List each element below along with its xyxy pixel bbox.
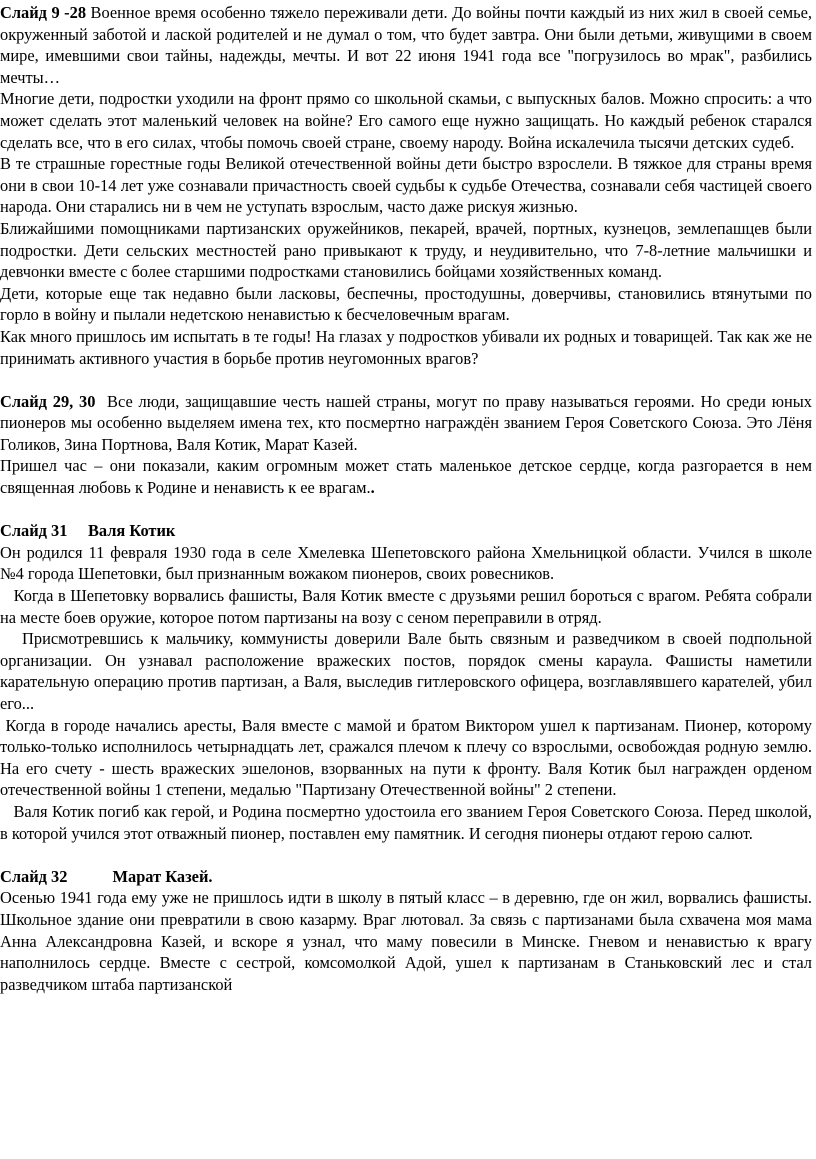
- document-page: [0, 2, 816, 995]
- slide-heading-9-28: Слайд 9 -28: [0, 3, 87, 22]
- slide-heading-29-30: Слайд 29, 30: [0, 391, 96, 411]
- spacer: [0, 499, 812, 521]
- paragraph: Многие дети, подростки уходили на фронт прямо со школьной скамьи, с выпускных балов. Можно спросить: а что может сделать этот маленький человек на войне? Его самого еще нужно защищать. Но каждый ребенок старался сделать все, что в его силах, чтобы помочь своей стране, своему народу. Война искалечила тысячи детских судеб.: [0, 89, 812, 152]
- paragraph: Присмотревшись к мальчику, коммунисты доверили Вале быть связным и разведчиком в своей подпольной организации. Он узнавал расположение вражеских постов, порядок смены караула. Фашисты наметили карательную операцию против партизан, а Валя, выследив гитлеровского офицера, возглавлявшего карателей, убил его...: [0, 629, 816, 713]
- paragraph-text: Военное время особенно тяжело переживали дети. До войны почти каждый из них жил в своей семье, окруженный заботой и лаской родителей и не думал о том, что будет завтра. Они были детьми, живущими в своем мире, имевшими свои тайны, надежды, мечты. И вот 22 июня 1941 года все "погрузилось во мрак", разбились мечты…: [0, 3, 812, 87]
- paragraph-heroes: [0, 391, 812, 456]
- spacer: [0, 844, 812, 866]
- paragraph: Осенью 1941 года ему уже не пришлось идти в школу в пятый класс – в деревню, где он жил, ворвались фашисты. Школьное здание они превратили в свою казарму. Враг лютовал. За связь с партизанами была схвачена моя мама Анна Александровна Казей, и вскоре я узнал, что маму повесили в Минске. Гневом и ненавистью к врагу наполнилось сердце. Вместе с сестрой, комсомолкой Адой, ушел к партизанам в Станьковский лес и стал разведчиком штаба партизанской: [0, 888, 812, 994]
- paragraph: Он родился 11 февраля 1930 года в селе Хмелевка Шепетовского района Хмельницкой области. Учился в школе №4 города Шепетовки, был признанным вожаком пионеров, своих ровесников.: [0, 542, 812, 584]
- paragraph: Как много пришлось им испытать в те годы! На глазах у подростков убивали их родных и товарищей. Так как же не принимать активного участия в борьбе против неугомонных врагов?: [0, 326, 812, 368]
- paragraph: Валя Котик погиб как герой, и Родина посмертно удостоила его званием Героя Советского Союза. Перед школой, в которой учился этот отважный пионер, поставлен ему памятник. И сегодня пионеры отдают герою салют.: [0, 801, 816, 843]
- paragraph-text: Пришел час – они показали, каким огромным может стать маленькое детское сердце, когда разгорается в нем священная любовь к Родине и ненависть к ее врагам.: [0, 456, 812, 498]
- slide-heading-31: Слайд 31 Валя Котик: [0, 521, 176, 541]
- spacer: [0, 369, 812, 391]
- paragraph-intro: [0, 2, 812, 88]
- paragraph-text: Все люди, защищавшие честь нашей страны, могут по праву называться героями. Но среди юных пионеров мы особенно выделяем имена тех, кто посмертно награждён званием Героя Советского Союза. Это Лёня Голиков, Зина Портнова, Валя Котик, Марат Казей.: [0, 391, 812, 454]
- paragraph: Дети, которые еще так недавно были ласковы, беспечны, простодушны, доверчивы, становились втянутыми по горло в войну и пылали недетскою ненавистью к бесчеловечным врагам.: [0, 283, 812, 325]
- paragraph: В те страшные горестные годы Великой отечественной войны дети быстро взрослели. В тяжкое для страны время они в свои 10-14 лет уже сознавали причастность своей судьбы к судьбе Отечества, сознавали себя частицей своего народа. Они старались ни в чем не уступать взрослым, часто даже рискуя жизнью.: [0, 154, 812, 217]
- paragraph: [0, 455, 812, 498]
- slide-heading-32: Слайд 32 Марат Казей.: [0, 866, 213, 886]
- paragraph: Когда в городе начались аресты, Валя вместе с мамой и братом Виктором ушел к партизанам. Пионер, которому только-только исполнилось четырнадцать лет, сражался плечом к плечу со взрослыми, освобождая родную землю. На его счету - шесть вражеских эшелонов, взорванных на пути к фронту. Валя Котик был награжден орденом отечественной войны 1 степени, медалью "Партизану Отечественной войны" 2 степени.: [0, 715, 816, 800]
- paragraph: Когда в Шепетовку ворвались фашисты, Валя Котик вместе с друзьями решил бороться с врагом. Ребята собрали на месте боев оружие, которое потом партизаны на возу с сеном переправили в отряд.: [0, 586, 816, 627]
- paragraph: Ближайшими помощниками партизанских оружейников, пекарей, врачей, портных, кузнецов, землепашцев были подростки. Дети сельских местностей рано привыкают к труду, и неудивительно, что 7-8-летние мальчишки и девчонки вместе с более старшими подростками становились бойцами хозяйственных команд.: [0, 218, 812, 282]
- bold-period: .: [370, 478, 375, 498]
